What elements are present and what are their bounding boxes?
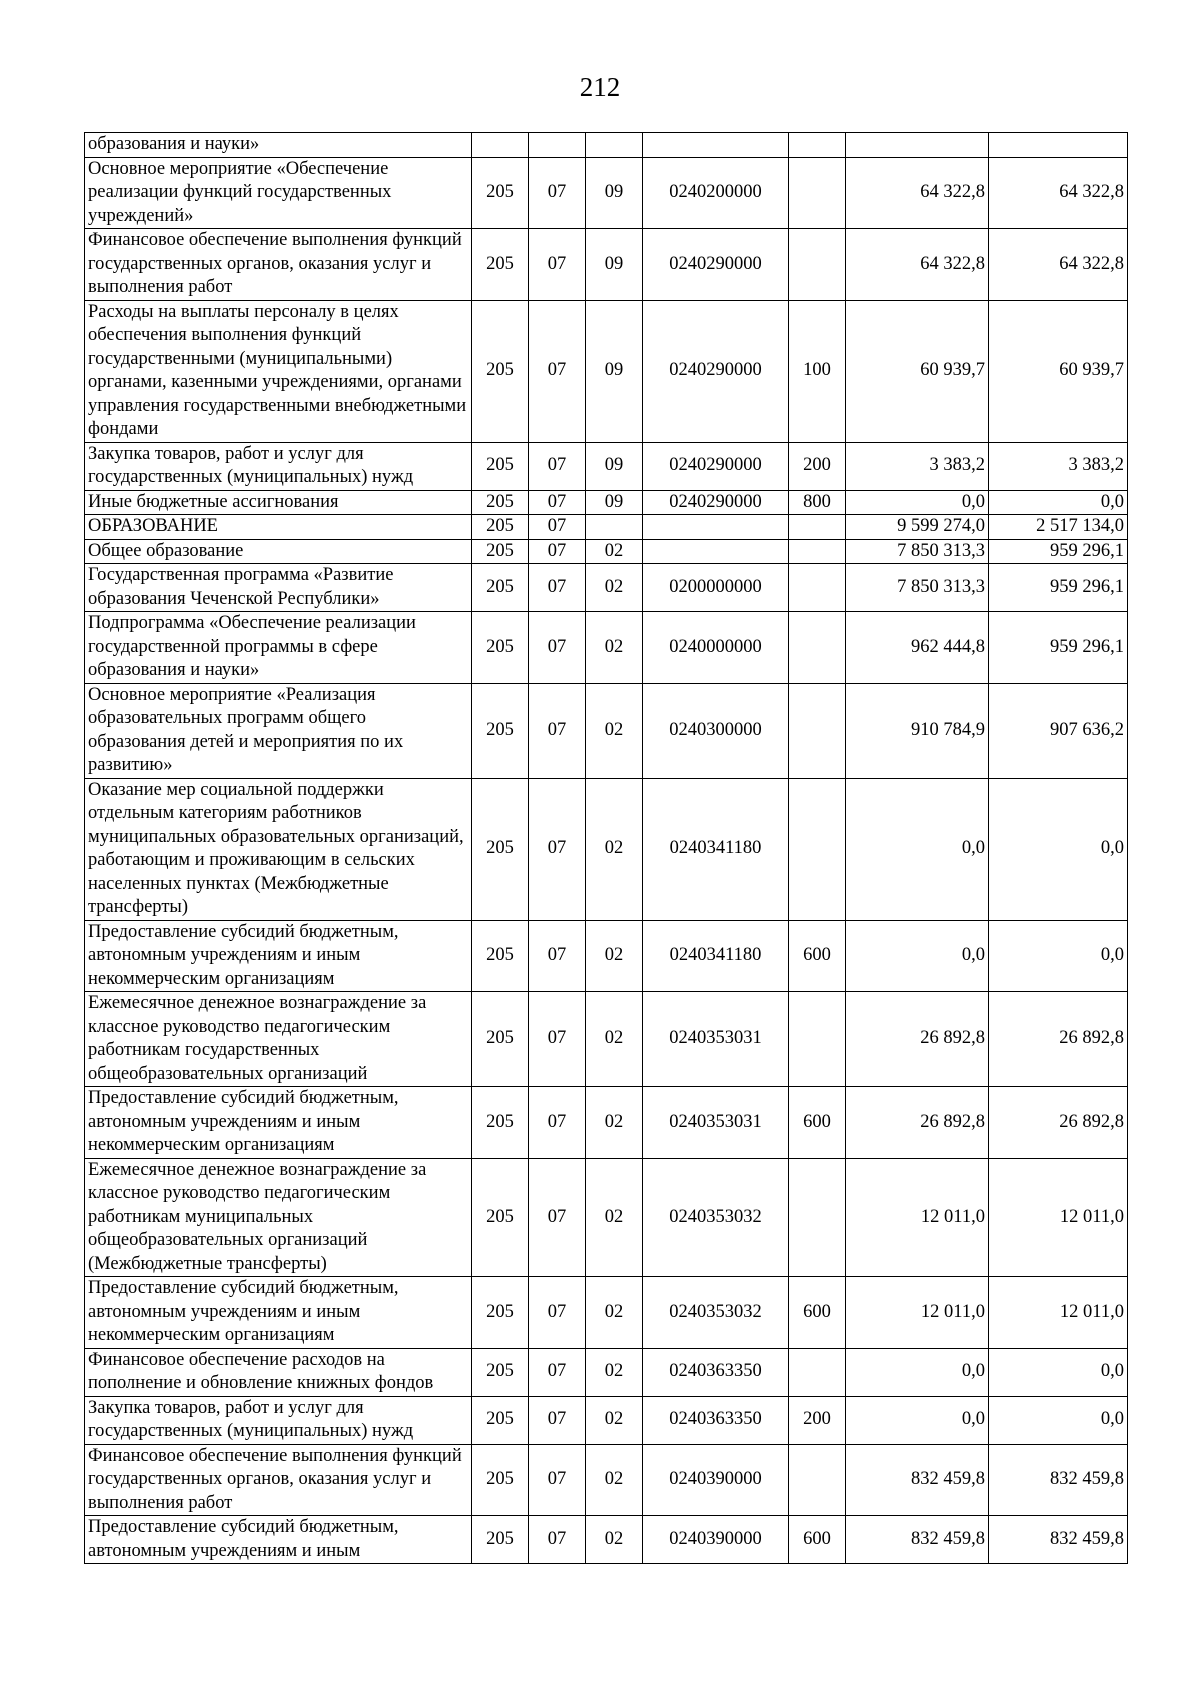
row-name: Предоставление субсидий бюджетным, автономным учреждениям и иным некоммерческим организациям [85,920,472,992]
budget-table [84,132,1128,1564]
admin-code: 205 [472,1087,529,1159]
row-name: Предоставление субсидий бюджетным, автономным учреждениям и иным некоммерческим организациям [85,1277,472,1349]
table-row [85,1444,1128,1516]
subsection-code: 02 [586,683,643,778]
row-name: Основное мероприятие «Обеспечение реализации функций государственных учреждений» [85,157,472,229]
expense-type-code: 200 [789,442,846,490]
row-name: ОБРАЗОВАНИЕ [85,515,472,540]
amount-1: 26 892,8 [846,992,989,1087]
target-article-code: 0240290000 [643,300,789,442]
subsection-code: 02 [586,1516,643,1564]
subsection-code: 02 [586,1348,643,1396]
subsection-code: 02 [586,778,643,920]
section-code: 07 [529,920,586,992]
section-code: 07 [529,1348,586,1396]
expense-type-code: 600 [789,1516,846,1564]
amount-2: 959 296,1 [989,539,1128,564]
admin-code: 205 [472,1396,529,1444]
table-row [85,992,1128,1087]
amount-2: 959 296,1 [989,564,1128,612]
amount-1: 9 599 274,0 [846,515,989,540]
admin-code: 205 [472,683,529,778]
section-code: 07 [529,1396,586,1444]
table-row [85,1277,1128,1349]
amount-2: 3 383,2 [989,442,1128,490]
section-code: 07 [529,1516,586,1564]
target-article-code: 0240341180 [643,920,789,992]
row-name: Расходы на выплаты персоналу в целях обеспечения выполнения функций государственными (муниципальными) органами, казенными учреждениями, органами управления государственными внебюджетными фондами [85,300,472,442]
table-row [85,1348,1128,1396]
row-name: Общее образование [85,539,472,564]
subsection-code: 02 [586,1087,643,1159]
target-article-code: 0240290000 [643,229,789,301]
section-code: 07 [529,1087,586,1159]
target-article-code: 0240290000 [643,490,789,515]
subsection-code: 02 [586,612,643,684]
target-article-code: 0240353031 [643,992,789,1087]
amount-2: 907 636,2 [989,683,1128,778]
section-code: 07 [529,539,586,564]
table-row [85,1087,1128,1159]
admin-code: 205 [472,1348,529,1396]
amount-1: 0,0 [846,490,989,515]
expense-type-code: 800 [789,490,846,515]
section-code: 07 [529,1158,586,1277]
target-article-code [643,539,789,564]
table-row [85,564,1128,612]
admin-code: 205 [472,920,529,992]
subsection-code [586,515,643,540]
amount-2: 0,0 [989,920,1128,992]
section-code: 07 [529,490,586,515]
amount-1 [846,133,989,158]
target-article-code: 0240000000 [643,612,789,684]
row-name: Оказание мер социальной поддержки отдельным категориям работников муниципальных образовательных организаций, работающим и проживающим в сельских населенных пунктах (Межбюджетные трансферты) [85,778,472,920]
admin-code: 205 [472,612,529,684]
amount-1: 0,0 [846,1348,989,1396]
amount-2: 12 011,0 [989,1158,1128,1277]
amount-2 [989,133,1128,158]
page-number: 212 [579,72,621,102]
amount-1: 64 322,8 [846,157,989,229]
section-code: 07 [529,1277,586,1349]
row-name: Государственная программа «Развитие образования Чеченской Республики» [85,564,472,612]
expense-type-code [789,1348,846,1396]
amount-1: 962 444,8 [846,612,989,684]
section-code: 07 [529,442,586,490]
amount-2: 12 011,0 [989,1277,1128,1349]
target-article-code: 0240390000 [643,1516,789,1564]
amount-1: 7 850 313,3 [846,564,989,612]
amount-1: 12 011,0 [846,1158,989,1277]
expense-type-code: 600 [789,1087,846,1159]
amount-2: 26 892,8 [989,992,1128,1087]
admin-code: 205 [472,1277,529,1349]
admin-code: 205 [472,300,529,442]
row-name: Предоставление субсидий бюджетным, автономным учреждениям и иным некоммерческим организациям [85,1087,472,1159]
expense-type-code [789,1444,846,1516]
row-name: Ежемесячное денежное вознаграждение за классное руководство педагогическим работникам государственных общеобразовательных организаций [85,992,472,1087]
subsection-code: 09 [586,490,643,515]
expense-type-code: 100 [789,300,846,442]
expense-type-code: 200 [789,1396,846,1444]
target-article-code: 0240341180 [643,778,789,920]
admin-code: 205 [472,1158,529,1277]
row-name: Закупка товаров, работ и услуг для государственных (муниципальных) нужд [85,442,472,490]
amount-2: 2 517 134,0 [989,515,1128,540]
amount-1: 832 459,8 [846,1444,989,1516]
table-row [85,229,1128,301]
amount-2: 0,0 [989,1348,1128,1396]
admin-code: 205 [472,515,529,540]
admin-code: 205 [472,778,529,920]
target-article-code: 0240300000 [643,683,789,778]
row-name: Финансовое обеспечение выполнения функций государственных органов, оказания услуг и выполнения работ [85,229,472,301]
expense-type-code [789,515,846,540]
expense-type-code [789,778,846,920]
admin-code: 205 [472,992,529,1087]
subsection-code: 09 [586,300,643,442]
section-code: 07 [529,1444,586,1516]
amount-2: 0,0 [989,490,1128,515]
amount-1: 26 892,8 [846,1087,989,1159]
admin-code: 205 [472,229,529,301]
section-code: 07 [529,157,586,229]
expense-type-code [789,992,846,1087]
expense-type-code [789,612,846,684]
amount-1: 0,0 [846,920,989,992]
admin-code [472,133,529,158]
subsection-code: 02 [586,920,643,992]
amount-2: 26 892,8 [989,1087,1128,1159]
admin-code: 205 [472,442,529,490]
subsection-code: 02 [586,1158,643,1277]
table-row [85,1158,1128,1277]
admin-code: 205 [472,539,529,564]
table-row [85,442,1128,490]
target-article-code: 0240290000 [643,442,789,490]
admin-code: 205 [472,490,529,515]
admin-code: 205 [472,1444,529,1516]
amount-1: 0,0 [846,1396,989,1444]
amount-1: 64 322,8 [846,229,989,301]
table-row [85,683,1128,778]
section-code: 07 [529,992,586,1087]
target-article-code: 0240353032 [643,1158,789,1277]
row-name: образования и науки» [85,133,472,158]
section-code: 07 [529,300,586,442]
subsection-code: 02 [586,992,643,1087]
amount-1: 3 383,2 [846,442,989,490]
table-row [85,920,1128,992]
row-name: Подпрограмма «Обеспечение реализации государственной программы в сфере образования и науки» [85,612,472,684]
row-name: Предоставление субсидий бюджетным, автономным учреждениям и иным [85,1516,472,1564]
section-code: 07 [529,612,586,684]
amount-2: 832 459,8 [989,1444,1128,1516]
section-code: 07 [529,683,586,778]
row-name: Иные бюджетные ассигнования [85,490,472,515]
expense-type-code [789,229,846,301]
amount-2: 64 322,8 [989,157,1128,229]
amount-1: 60 939,7 [846,300,989,442]
table-row [85,133,1128,158]
table-row [85,778,1128,920]
table-row [85,515,1128,540]
table-row [85,539,1128,564]
subsection-code: 02 [586,564,643,612]
amount-1: 7 850 313,3 [846,539,989,564]
expense-type-code [789,157,846,229]
amount-2: 64 322,8 [989,229,1128,301]
table-row [85,157,1128,229]
amount-1: 832 459,8 [846,1516,989,1564]
subsection-code: 09 [586,229,643,301]
row-name: Финансовое обеспечение выполнения функций государственных органов, оказания услуг и выполнения работ [85,1444,472,1516]
target-article-code [643,133,789,158]
section-code: 07 [529,229,586,301]
table-row [85,300,1128,442]
row-name: Ежемесячное денежное вознаграждение за классное руководство педагогическим работникам муниципальных общеобразовательных организаций (Межбюджетные трансферты) [85,1158,472,1277]
row-name: Закупка товаров, работ и услуг для государственных (муниципальных) нужд [85,1396,472,1444]
row-name: Финансовое обеспечение расходов на пополнение и обновление книжных фондов [85,1348,472,1396]
target-article-code: 0200000000 [643,564,789,612]
expense-type-code [789,683,846,778]
admin-code: 205 [472,1516,529,1564]
table-row [85,612,1128,684]
amount-1: 910 784,9 [846,683,989,778]
expense-type-code: 600 [789,1277,846,1349]
section-code [529,133,586,158]
target-article-code [643,515,789,540]
amount-1: 12 011,0 [846,1277,989,1349]
subsection-code: 02 [586,1444,643,1516]
target-article-code: 0240353032 [643,1277,789,1349]
subsection-code [586,133,643,158]
amount-2: 959 296,1 [989,612,1128,684]
subsection-code: 02 [586,1277,643,1349]
amount-2: 832 459,8 [989,1516,1128,1564]
table-row [85,1516,1128,1564]
subsection-code: 02 [586,1396,643,1444]
amount-2: 0,0 [989,778,1128,920]
amount-1: 0,0 [846,778,989,920]
expense-type-code [789,564,846,612]
subsection-code: 09 [586,442,643,490]
target-article-code: 0240200000 [643,157,789,229]
target-article-code: 0240363350 [643,1348,789,1396]
section-code: 07 [529,778,586,920]
expense-type-code [789,1158,846,1277]
expense-type-code [789,539,846,564]
amount-2: 0,0 [989,1396,1128,1444]
table-row [85,490,1128,515]
table-body [85,133,1128,1564]
section-code: 07 [529,515,586,540]
section-code: 07 [529,564,586,612]
target-article-code: 0240353031 [643,1087,789,1159]
subsection-code: 09 [586,157,643,229]
expense-type-code: 600 [789,920,846,992]
amount-2: 60 939,7 [989,300,1128,442]
table-row [85,1396,1128,1444]
admin-code: 205 [472,564,529,612]
subsection-code: 02 [586,539,643,564]
row-name: Основное мероприятие «Реализация образовательных программ общего образования детей и мероприятия по их развитию» [85,683,472,778]
expense-type-code [789,133,846,158]
target-article-code: 0240363350 [643,1396,789,1444]
admin-code: 205 [472,157,529,229]
target-article-code: 0240390000 [643,1444,789,1516]
